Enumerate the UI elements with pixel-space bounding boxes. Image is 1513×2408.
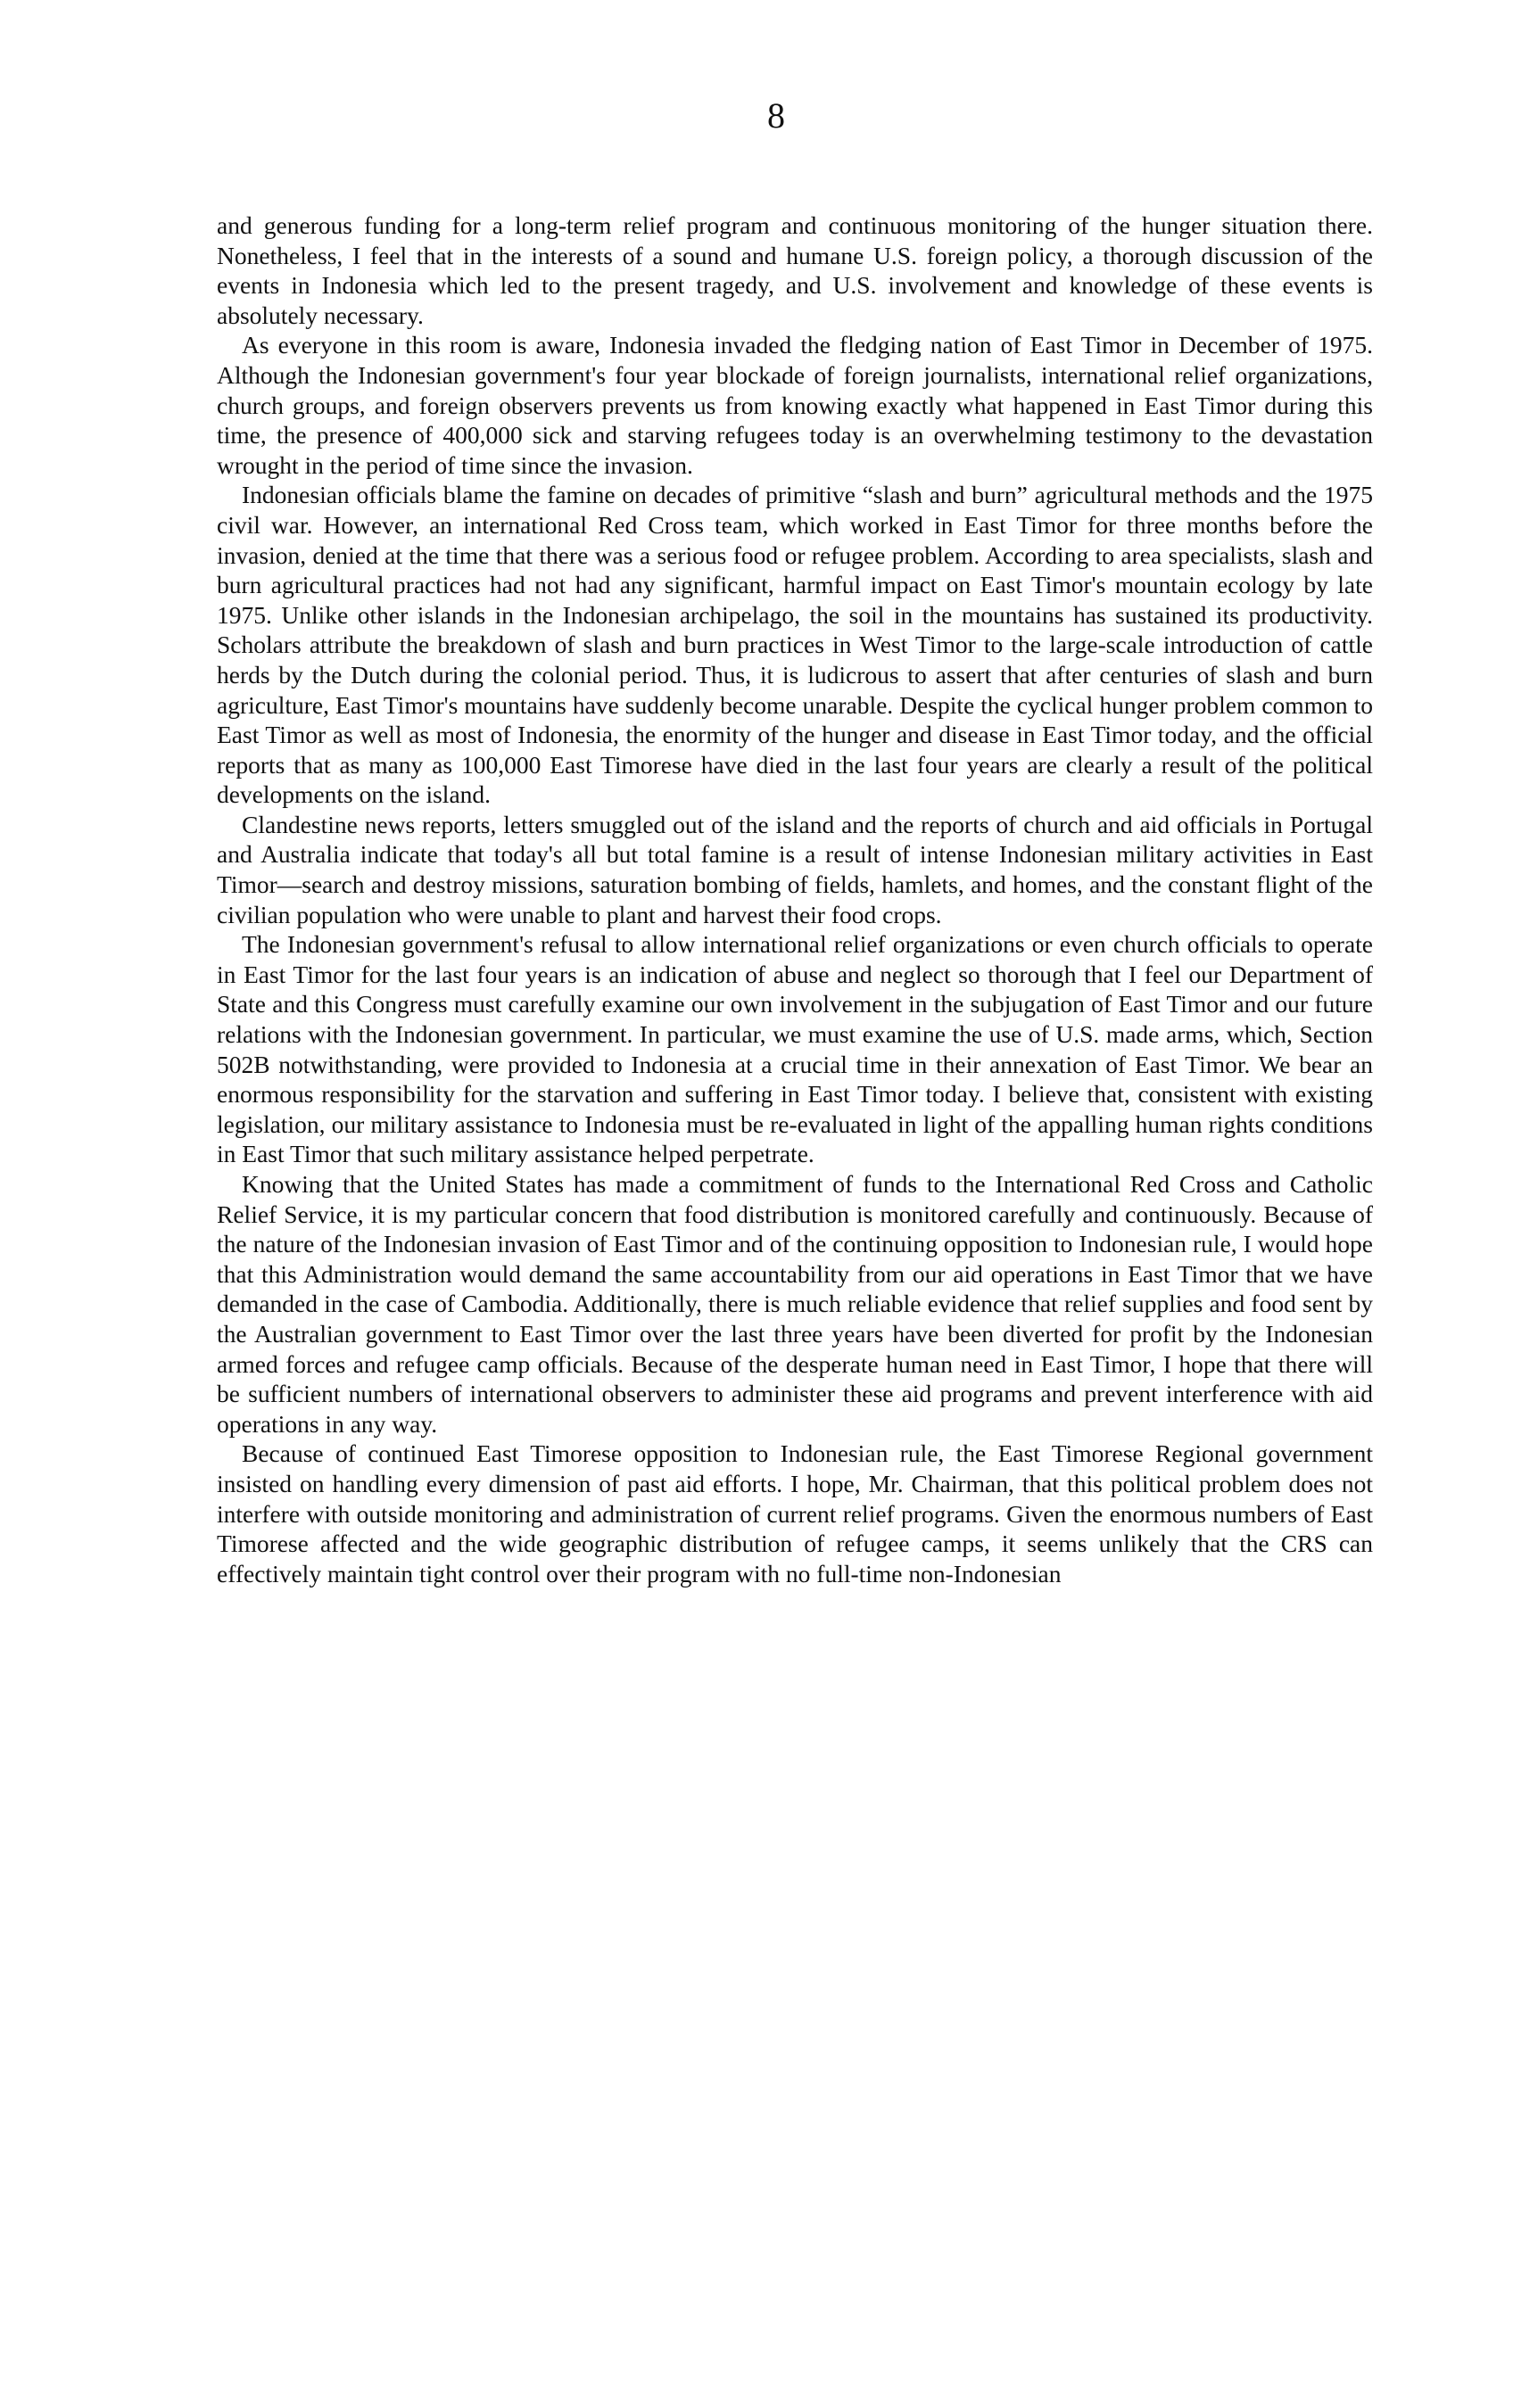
page-number: 8 bbox=[767, 95, 785, 136]
paragraph-regional-government: Because of continued East Timorese opposition to Indonesian rule, the East Timorese Regional government insisted on handling every dimension of past aid efforts. I hope, Mr. Chairman, that this political problem does not interfere with outside monitoring and administration of current relief programs. Given the enormous numbers of East Timorese affected and the wide geographic distribution of refugee camps, it seems unlikely that the CRS can effectively maintain tight control over their program with no full-time non-Indonesian bbox=[217, 1439, 1373, 1587]
paragraph-clandestine-reports: Clandestine news reports, letters smuggled out of the island and the reports of church and aid officials in Portugal and Australia indicate that today's all but total famine is a result of intense Indonesian military activities in East Timor—search and destroy missions, saturation bombing of fields, hamlets, and homes, and the constant flight of the civilian population who were unable to plant and harvest their food crops. bbox=[217, 810, 1373, 928]
body-text bbox=[217, 210, 1373, 1588]
paragraph-continued: and generous funding for a long-term relief program and continuous monitoring of the hunger situation there. Nonetheless, I feel that in the interests of a sound and humane U.S. foreign policy, a thorough discussion of the events in Indonesia which led to the present tragedy, and U.S. involvement and knowledge of these events is absolutely necessary. bbox=[217, 211, 1373, 329]
paragraph-food-distribution: Knowing that the United States has made a commitment of funds to the International Red Cross and Catholic Relief Service, it is my particular concern that food distribution is monitored carefully and continuously. Because of the nature of the Indonesian invasion of East Timor and of the continuing opposition to Indonesian rule, I would hope that this Administration would demand the same accountability from our aid operations in East Timor that we have demanded in the case of Cambodia. Additionally, there is much reliable evidence that relief supplies and food sent by the Australian government to East Timor over the last three years have been diverted for profit by the Indonesian armed forces and refugee camp officials. Because of the desperate human need in East Timor, I hope that there will be sufficient numbers of international observers to administer these aid programs and prevent interference with aid operations in any way. bbox=[217, 1170, 1373, 1438]
paragraph-invasion: As everyone in this room is aware, Indonesia invaded the fledging nation of East Timor in December of 1975. Although the Indonesian government's four year blockade of foreign journalists, international relief organizations, church groups, and foreign observers prevents us from knowing exactly what happened in East Timor during this time, the presence of 400,000 sick and starving refugees today is an overwhelming testimony to the devastation wrought in the period of time since the invasion. bbox=[217, 331, 1373, 479]
paragraph-government-refusal: The Indonesian government's refusal to allow international relief organizations or even church officials to operate in East Timor for the last four years is an indication of abuse and neglect so thorough that I feel our Department of State and this Congress must carefully examine our own involvement in the subjugation of East Timor and our future relations with the Indonesian government. In particular, we must examine the use of U.S. made arms, which, Section 502B notwithstanding, were provided to Indonesia at a crucial time in their annexation of East Timor. We bear an enormous responsibility for the starvation and suffering in East Timor today. I believe that, consistent with existing legislation, our military assistance to Indonesia must be re-evaluated in light of the appalling human rights conditions in East Timor that such military assistance helped perpetrate. bbox=[217, 930, 1373, 1168]
paragraph-famine-causes: Indonesian officials blame the famine on decades of primitive “slash and burn” agricultural methods and the 1975 civil war. However, an international Red Cross team, which worked in East Timor for three months before the invasion, denied at the time that there was a serious food or refugee problem. According to area specialists, slash and burn agricultural practices had not had any significant, harmful impact on East Timor's mountain ecology by late 1975. Unlike other islands in the Indonesian archipelago, the soil in the mountains has sustained its productivity. Scholars attribute the breakdown of slash and burn practices in West Timor to the large-scale introduction of cattle herds by the Dutch during the colonial period. Thus, it is ludicrous to assert that after centuries of slash and burn agriculture, East Timor's mountains have suddenly become unarable. Despite the cyclical hunger problem common to East Timor as well as most of Indonesia, the enormity of the hunger and disease in East Timor today, and the official reports that as many as 100,000 East Timorese have died in the last four years are clearly a result of the political developments on the island. bbox=[217, 481, 1373, 809]
